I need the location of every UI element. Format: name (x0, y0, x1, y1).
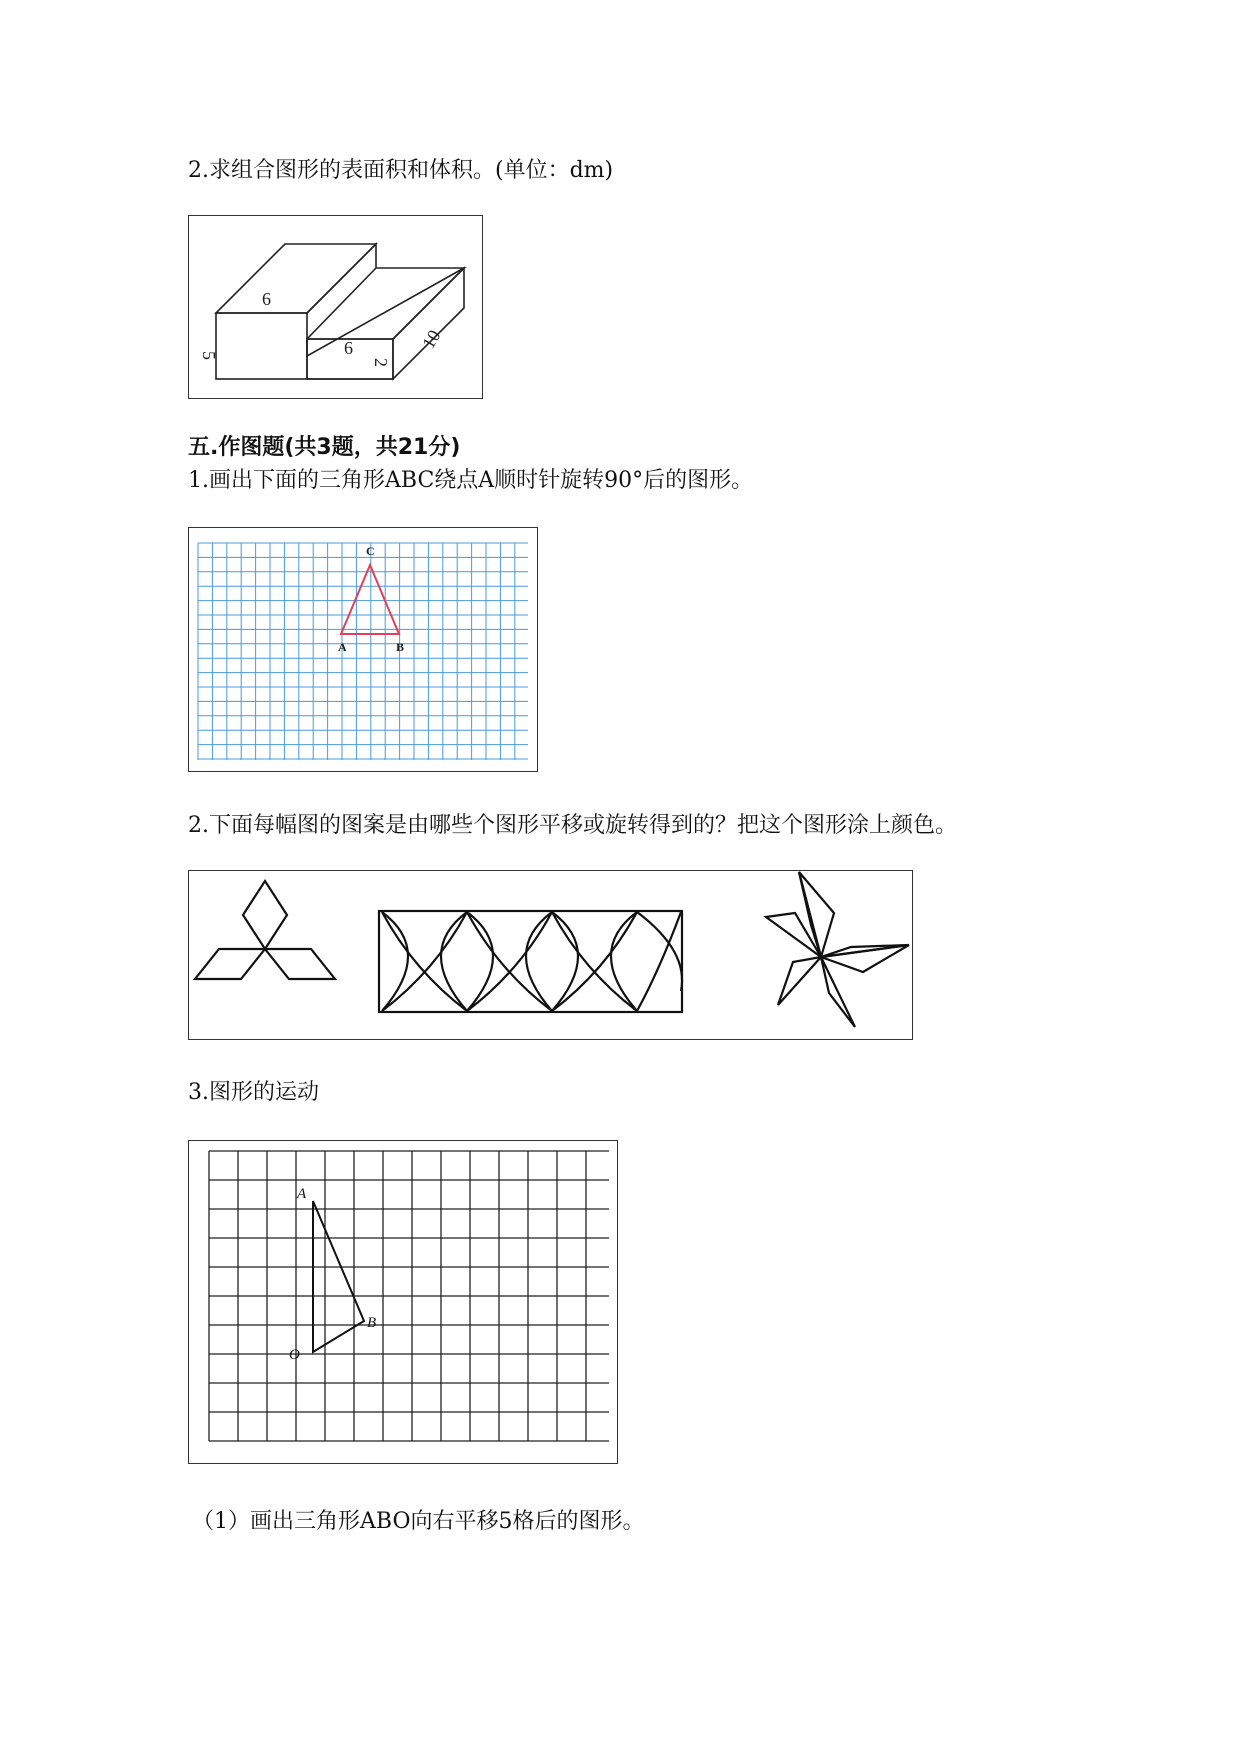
tall-block-top (216, 244, 376, 313)
point-a-label: A (297, 1186, 307, 1202)
cuboid-figure (188, 215, 483, 399)
triangle-abo (313, 1201, 364, 1352)
question-2-text: 2.下面每幅图的图案是由哪些个图形平移或旋转得到的？把这个图形涂上颜色。 (188, 813, 957, 838)
point-b-label: B (367, 1315, 377, 1331)
label-depth: 10 (418, 326, 445, 352)
point-b-label: B (396, 640, 405, 654)
question-3-sub-1-text: （1）画出三角形ABO向右平移5格后的图形。 (192, 1509, 645, 1534)
point-o-label: O (289, 1347, 300, 1363)
patterns-figure (188, 870, 913, 1040)
label-step-height: 2 (371, 358, 391, 367)
point-a-label: A (338, 640, 347, 654)
question-cuboid-text: 2.求组合图形的表面积和体积。(单位：dm) (188, 158, 614, 183)
label-top-width: 6 (262, 289, 271, 309)
point-c-label: C (366, 544, 375, 558)
section-5-heading: 五.作图题(共3题，共21分) (188, 435, 461, 460)
rotation-grid-figure (188, 527, 538, 772)
label-step-width: 6 (344, 338, 353, 358)
step-side (393, 268, 464, 379)
label-height: 5 (199, 351, 219, 360)
question-1-text: 1.画出下面的三角形ABC绕点A顺时针旋转90°后的图形。 (188, 468, 754, 493)
rhombus-pattern (195, 881, 335, 979)
question-3-text: 3.图形的运动 (188, 1080, 319, 1105)
triangle-abc (341, 565, 399, 634)
tall-block-front (216, 313, 307, 379)
translation-grid-figure (188, 1140, 618, 1464)
pinwheel-pattern (766, 872, 909, 1027)
arc-pattern (379, 911, 682, 1012)
